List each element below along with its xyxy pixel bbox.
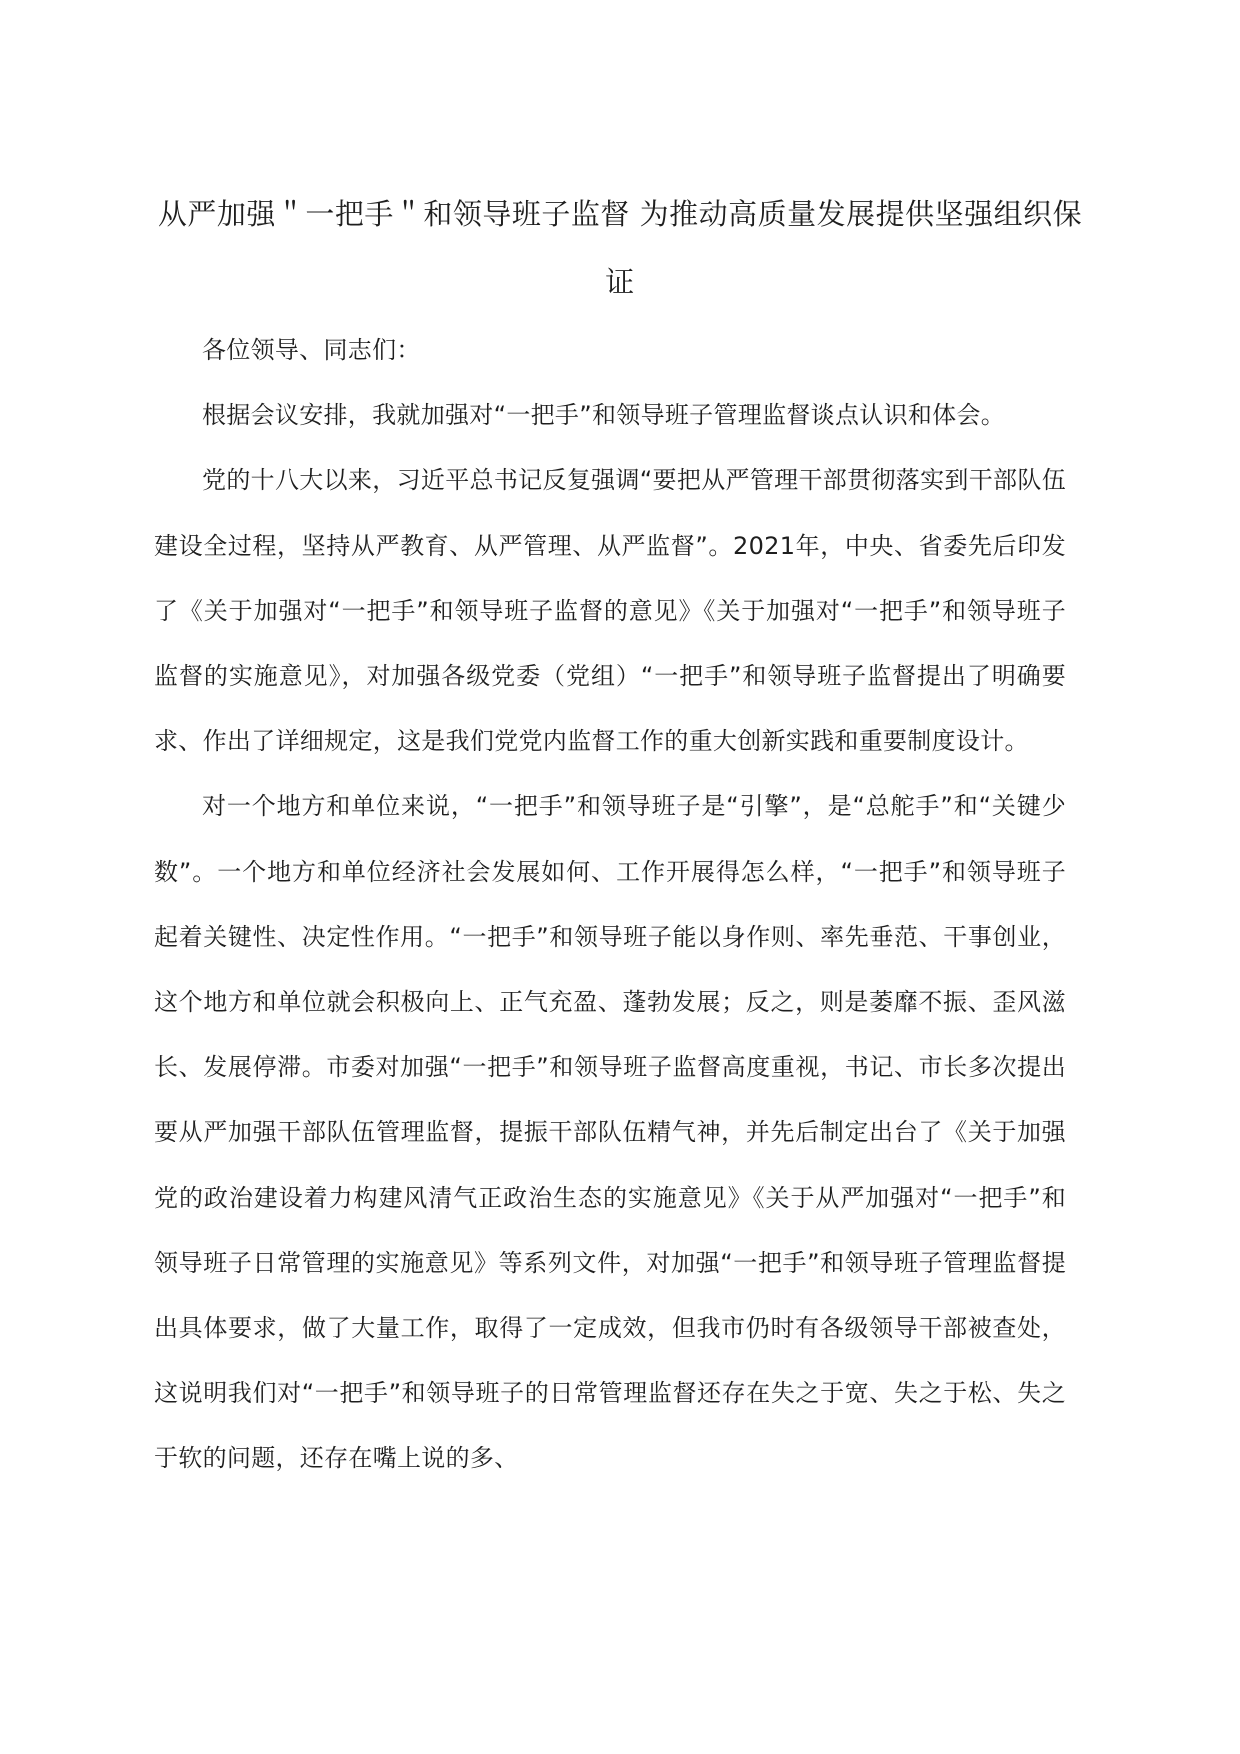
paragraph-1: 根据会议安排，我就加强对“一把手”和领导班子管理监督谈点认识和体会。 [202, 401, 1006, 430]
document-title: 从严加强＂一把手＂和领导班子监督 为推动高质量发展提供坚强组织保证 [157, 197, 1083, 299]
paragraph-3: 对一个地方和单位来说，“一把手”和领导班子是“引擎”，是“总舵手”和“关键少数”。一个地方和单位经济社会发展如何、工作开展得怎么样，“一把手”和领导班子起着关键性、决定性作用。“一把手”和领导班子能以身作则、率先垂范、干事创业，这个地方和单位就会积极向上、正气充盈、蓬勃发展；反之，则是萎靡不振、歪风滋长、发展停滞。市委对加强“一把手”和领导班子监督高度重视，书记、市长多次提出要从严加强干部队伍管理监督，提振干部队伍精气神，并先后制定出台了《关于加强党的政治建设着力构建风清气正政治生态的实施意见》《关于从严加强对“一把手”和领导班子日常管理的实施意见》等系列文件，对加强“一把手”和领导班子管理监督提出具体要求，做了大量工作，取得了一定成效，但我市仍时有各级领导干部被查处，这说明我们对“一把手”和领导班子的日常管理监督还存在失之于宽、失之于松、失之于软的问题，还存在嘴上说的多、 [154, 792, 1066, 1473]
document-body [154, 318, 1066, 1492]
salutation: 各位领导、同志们： [202, 336, 421, 364]
paragraph-2: 党的十八大以来，习近平总书记反复强调“要把从严管理干部贯彻落实到干部队伍建设全过程，坚持从严教育、从严管理、从严监督”。2021年，中央、省委先后印发了《关于加强对“一把手”和领导班子监督的意见》《关于加强对“一把手”和领导班子监督的实施意见》，对加强各级党委（党组）“一把手”和领导班子监督提出了明确要求、作出了详细规定，这是我们党党内监督工作的重大创新实践和重要制度设计。 [154, 466, 1066, 756]
